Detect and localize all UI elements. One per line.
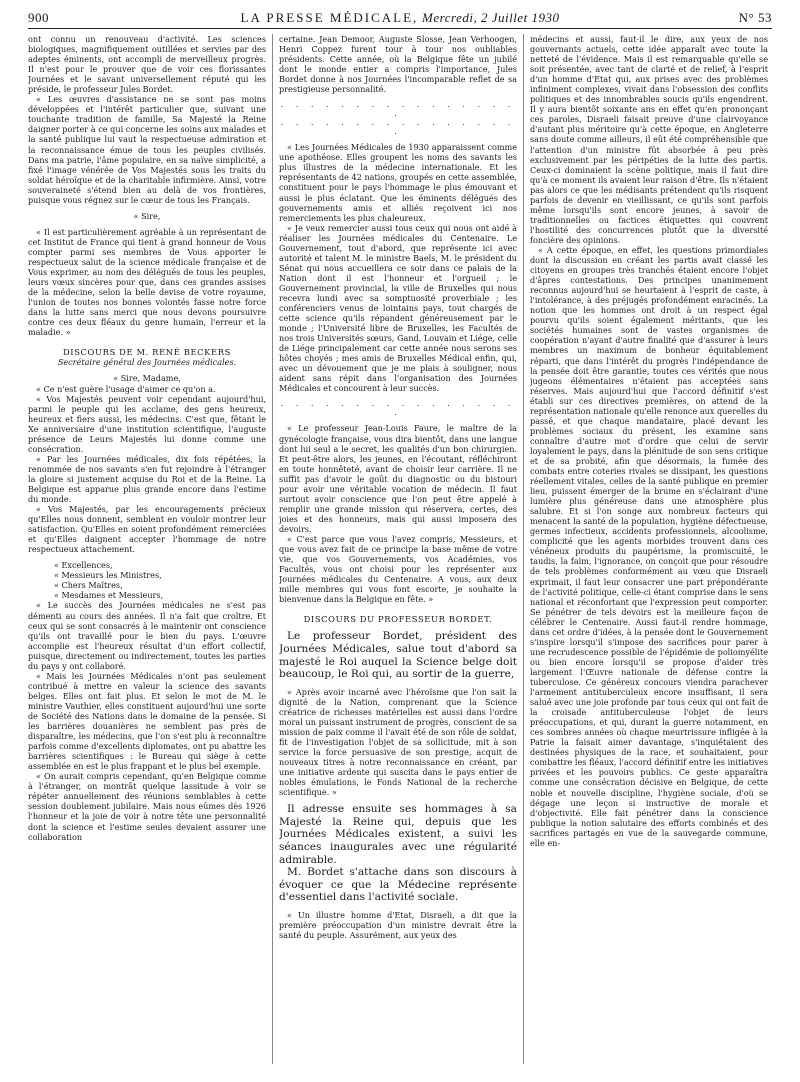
page-header	[28, 6, 772, 28]
paragraph: « Mais les Journées Médicales n'ont pas seulement contribué à mettre en valeur la science des savants belges. Elles ont fait plus. Et selon le mot de M. le ministre Vauthier, elles constituent aujourd'hui une sorte de Société des Nations dans le domaine de la pensée. Si les barrières douanières ne semblent pas près de disparaître, les médecins, que l'on s'est plu à reconnaître parfois comme d'excellents diplomates, ont pu abattre les barrières scientifiques : le Bureau qui siège à cette assemblée en est le plus frappant et le plus bel exemple.	[28, 670, 266, 772]
paragraph: « Après avoir incarné avec l'héroïsme que l'on sait la dignité de la Nation, comprenant que la Science créatrice de richesses matérielles est aussi dans l'ordre moral un puissant instrument de progrès, conscient de sa mission de paix comme il l'avait été de son rôle de soldat, fit de l'investigation l'objet de sa sollicitude, mit à son service la force persuasive de son prestige, acquit de nouveaux titres à notre reconnaissance en créant, par une initiative ardente qui suscita dans le pays entier de nobles émulations, le Fonds National de la recherche scientifique. »	[279, 686, 517, 798]
salutation-line: « Chers Maîtres,	[54, 580, 123, 591]
issue-number: N° 53	[738, 10, 772, 25]
paragraph: « Un illustre homme d'Etat, Disraeli, a dit que la première préoccupation d'un ministre devrait être la santé du peuple. Assurément, aux yeux des	[279, 909, 517, 941]
paragraph: « Les œuvres d'assistance ne se sont pas moins développées et l'intérêt particulier que, suivant une touchante tradition de famille, Sa Majesté la Reine daigner porter à ce qui concerne les soins aux malades et la santé publique lui vaut la respectueuse admiration et la reconnaissance émue de tous les peuples civilisés. Dans ma patrie, l'âme populaire, en sa naïve simplicité, a fixé l'image vénérée de Vos Majestés sous les traits du soldat héroïque et de la charitable infirmière. Ainsi, votre souveraineté s'étend bien au delà de vos frontières, puisque vous régnez sur le cœur de tous les Français.	[28, 94, 266, 205]
paragraph: « Vos Majestés peuvent voir cependant aujourd'hui, parmi le peuple qui les acclame, des gens heureux, heureux et fiers aussi, les médecins. C'est que, fêtant le Xe anniversaire d'une institution scientifique, l'auguste présence de Leurs Majestés lui donne comme une consécration.	[28, 393, 266, 454]
column-separator	[523, 34, 524, 1064]
ellipsis-line: . . . . . . . . . . . . . . . . .	[280, 99, 516, 119]
paragraph: « C'est parce que vous l'avez compris, Messieurs, et que vous avez fait de ce principe la base même de votre vie, que vos Gouvernements, vos Académies, vos Facultés, vous ont choisi pour les représenter aux Journées médicales du Centenaire. A vous, aux deux mille membres qui vous font escorte, je souhaite la bienvenue dans la Belgique en fête. »	[279, 533, 517, 605]
column-separator	[272, 34, 273, 1064]
ellipsis-line: . . . . . . . . . . . . . . . . .	[280, 398, 516, 418]
paragraph: « Je veux remercier aussi tous ceux qui nous ont aidé à réaliser les Journées médicales du Centenaire. Le Gouvernement, tout d'abord, que représente ici avec autorité et talent M. le ministre Baels, M. le président du Sénat qui nous accueillera ce soir dans ce palais de la Nation dont il est l'honneur et l'orgueil ; le Gouvernement provincial, la ville de Bruxelles qui nous recevra lundi avec sa somptuosité proverbiale ; les conférenciers venus de lointains pays, tout chargés de cette science qu'ils répandent généreusement par le monde ; l'Université libre de Bruxelles, les Facultés de nos trois Universités sœurs, Gand, Louvain et Liége, celle de Liége principalement car cette année nous serons ses hôtes choyés ; mes amis de Bruxelles Médical enfin, qui, avec un dévouement que je me plais à souligner, nous aident sans répit dans l'organisation des Journées Médicales et concourent à leur succès.	[279, 222, 517, 394]
paragraph: certaine. Jean Demoor, Auguste Slosse, Jean Verhoogen, Henri Coppez furent tour à tour nos oubliables présidents. Cette année, où la Belgique fête un jubilé dont le monde entier a compris l'importance, Jules Bordet donne à nos Journées l'incomparable reflet de sa prestigieuse personnalité.	[279, 34, 517, 95]
salutation-line: « Mesdames et Messieurs,	[54, 590, 164, 601]
paragraph: ont connu un renouveau d'activité. Les sciences biologiques, magnifiquement outillées et servies par des adeptes éminents, ont accompli de merveilleux progrès. Il n'est pour le prouver que de voir ces florissantes Journées et le savant universellement réputé qui les préside, le professeur Jules Bordet.	[28, 34, 266, 95]
paragraph: « A cette époque, en effet, les questions primordiales dont la discussion en créant les partis avait classé les citoyens en groupes très tranchés étaient encore l'objet d'âpres contestations. Des principes unanimement reconnus aujourd'hui se heurtaient à l'esprit de caste, à l'intolérance, à des préjugés profondément enracinés. La notion que les hommes ont droit à un respect égal pourvu qu'ils soient également méritants, que les sociétés humaines sont de vastes organismes de coopération n'ayant d'autre finalité que d'assurer à leurs membres un maximum de bonheur équitablement réparti, que dans l'intérêt du progrès l'indépendance de la pensée doit être garantie, toutes ces vérités que nous jugeons élémentaires n'étaient pas acceptées sans réserves. Mais aujourd'hui que l'accord définitif s'est établi sur ces directives premières, on attend de la représentation nationale qu'elle renonce aux querelles du passé, et que chaque mandataire, placé devant les problèmes sociaux du présent, les examine sans connaître d'autre mot d'ordre que celui de servir loyalement le pays, dans la plénitude de son sens critique et de sa probité, afin que désormais, la fumée des combats entre coteries rivales se dissipant, les questions réellement vitales, celles de la santé publique en premier lieu, puissent émerger de la brume en s'éclairant d'une lumière plus généreuse dans une atmosphère plus salubre. Et si l'on songe aux nombreux facteurs qui menacent la santé de la population, hygiène défectueuse, germes infectieux, accidents professionnels, alcoolisme, complicité que les agents morbides trouvent dans ces vénéneux produits du paupérisme, la promiscuité, le taudis, la faim, l'ignorance, on conçoit que pour résoudre de tels problèmes conformément au vœu que Disraeli exprimait, il faut leur consacrer une part prépondérante de l'activité politique, celle-ci étant comprise dans le sens national et réconfortant que l'expression peut comporter. Se pénétrer de tels devoirs est la meilleure façon de célébrer le Centenaire. Aussi faut-il rendre hommage, dans cet ordre d'idées, à la pensée dont le Gouvernement s'inspire lorsqu'il s'impose des sacrifices pour parer à une recrudescence possible de l'épidémie de poliomyélite ou bien encore lorsqu'il se propose d'aider très largement l'Œuvre nationale de défense contre la tuberculose. Ce généreux concours viendra parachever l'armement antituberculeux encore insuffisant, il sera salué avec une joie profonde par tous ceux qui ont fait de la croisade antituberculeuse l'objet de leurs préoccupations, et qui, durant la guerre notamment, en ces sombres années où chaque meurtrissure infligée à la Patrie la faisait aimer davantage, s'inquiétaient des destinées physiques de la race, et souhaitaient, pour combattre les fléaux, l'accord définitif entre les initiatives privées et les pouvoirs publics. Ce geste apparaîtra comme une consécration décisive en Belgique, de cette noble et nouvelle discipline, l'hygiène sociale, d'où se dégage une leçon si instructive de morale et d'objectivité. Elle fait pénétrer dans la conscience publique la notion salutaire des efforts combinés et des sacrifices partagés en vue de la sauvegarde commune, elle en-	[530, 244, 768, 848]
section-heading: DISCOURS DU PROFESSEUR BORDET.	[303, 614, 493, 625]
paragraph: médecins et aussi, faut-il le dire, aux yeux de nos gouvernants actuels, cette idée apparaît avec toute la netteté de l'évidence. Mais il est remarquable qu'elle se soit présentée, avec tant de clarté et de relief, à l'esprit d'un homme d'Etat qui, aux prises avec des problèmes infiniment complexes, vivait dans l'obsession des conflits politiques et des innombrables soucis qu'ils engendrent. Il y aura bientôt soixante ans en effet qu'en prononçant ces paroles, Disraeli faisait preuve d'une clairvoyance d'autant plus méritoire qu'à cette époque, en Angleterre sans doute comme ailleurs, il eût été compréhensible que l'attention d'un ministre fût absorbée à peu près exclusivement par les péripéties de la lutte des partis. Ceux-ci dominaient la scène politique, mais il faut dire qu'à ce moment ils avaient leur raison d'être. Ils n'étaient pas alors ce que les médisants prétendent qu'ils risquent parfois de devenir en vieillissant, ce qu'ils sont parfois même lorsqu'ils sont encore jeunes, à savoir de traditionnelles ou factices étiquettes qui couvrent l'hostilité des concurrences plutôt que la diversité foncière des opinions.	[530, 34, 768, 245]
salutation-line: « Messieurs les Ministres,	[54, 570, 162, 581]
page-number: 900	[28, 10, 49, 25]
paragraph: « Le succès des Journées médicales ne s'est pas démenti au cours des années. Il n'a fait que croître. Et ceux qui se sont consacrés à le maintenir ont conscience qu'ils ont travaillé pour le bien du pays. L'œuvre accomplie est l'heureux résultat d'un effort collectif, puisque, directement ou indirectement, toutes les parties du pays y ont collaboré.	[28, 600, 266, 671]
column-2	[279, 34, 517, 1074]
lead-paragraph: Le professeur Bordet, président des Journées Médicales, salue tout d'abord sa majesté le Roi auquel la Science belge doit beaucoup, le Roi qui, au sortir de la guerre,	[279, 630, 517, 681]
paragraph: « Il est particulièrement agréable à un représentant de cet Institut de France qui tient à grand honneur de Vous compter parmi ses membres de Vous apporter le respectueux salut de la science médicale française et de Vous exprimer, au nom des délégués de tous les peuples, leurs vœux sincères pour que, dans ces grandes assises de la médecine, selon la belle devise de votre royaume, l'union de toutes nos bonnes volontés fasse notre force dans la lutte sans merci que nous devons poursuivre contre ces deux fléaux du genre humain, l'erreur et la maladie. »	[28, 226, 266, 338]
paragraph: « On aurait compris cependant, qu'en Belgique comme à l'étranger, on montrât quelque lassitude à voir se répéter annuellement des réunions semblables à cette session doublement jubilaire. Mais nous eûmes dès 1926 l'honneur et la joie de voir à notre tête une personnalité dont la science et l'estime seules devaient assurer une collaboration	[28, 771, 266, 842]
paragraph: « Ce n'est guère l'usage d'aimer ce qu'on a.	[36, 383, 216, 394]
column-1	[28, 34, 266, 1074]
section-subheading: Secrétaire général des Journées médicales.	[57, 357, 237, 368]
ellipsis-line: . . . . . . . . . . . . . . . . .	[280, 117, 516, 137]
paragraph: « Les Journées Médicales de 1930 apparaissent comme une apothéose. Elles groupent les noms des savants les plus illustres de la médecine internationale. Et les représentants de 42 nations, groupés en cette assemblée, constituent pour le pays l'hommage le plus émouvant et aussi le plus éclatant. Que les éminents délégués des gouvernements amis et alliés reçoivent ici nos remerciements les plus chaleureux.	[279, 142, 517, 223]
issue-date: Mercredi, 2 Juillet 1930	[422, 10, 560, 25]
journal-name: LA PRESSE MÉDICALE,	[240, 10, 419, 25]
lead-paragraph: Il adresse ensuite ses hommages à sa Majesté la Reine qui, depuis que les Journées Médicales existent, a suivi les séances inaugurales avec une régularité admirable.	[279, 803, 517, 866]
paragraph: « Par les Journées médicales, dix fois répétées, la renommée de nos savants s'en fut rejoindre à l'étranger la gloire si justement acquise du Roi et de la Reine. La Belgique est apparue plus grande encore dans l'estime du monde.	[28, 453, 266, 505]
journal-title	[28, 10, 772, 26]
column-3	[530, 34, 768, 1074]
lead-paragraph: M. Bordet s'attache dans son discours à évoquer ce que la Médecine représente d'essentiel dans l'activité sociale.	[279, 866, 517, 904]
header-rule	[28, 28, 772, 29]
salutation: « Sire, Madame,	[113, 373, 181, 384]
paragraph: « Vos Majestés, par les encouragements précieux qu'Elles nous donnent, semblent en vouloir montrer leur satisfaction. Qu'Elles en soient profondément remerciées et qu'Elles daignent accepter l'hommage de notre respectueux attachement.	[28, 504, 266, 555]
salutation-line: « Excellences,	[54, 560, 113, 571]
paragraph: « Le professeur Jean-Louis Faure, le maître de la gynécologie française, vous dira bientôt, dans une langue dont lui seul a le secret, les qualités d'un bon chirurgien. Et peut-être alors, les jeunes, en l'écoutant, réfléchiront en toute honnêteté, avant de choisir leur carrière. Il ne suffit pas d'avoir le goût du diagnostic ou du bistouri pour avoir une véritable vocation de médecin. Il faut surtout avoir conscience que l'on peut être appelé à remplir une grande mission qui réservera, certes, des joies et des honneurs, mais qui aussi imposera des devoirs.	[279, 423, 517, 534]
section-heading: DISCOURS DE M. RENÉ BECKERS	[62, 347, 231, 358]
salutation: « Sire,	[133, 210, 161, 221]
